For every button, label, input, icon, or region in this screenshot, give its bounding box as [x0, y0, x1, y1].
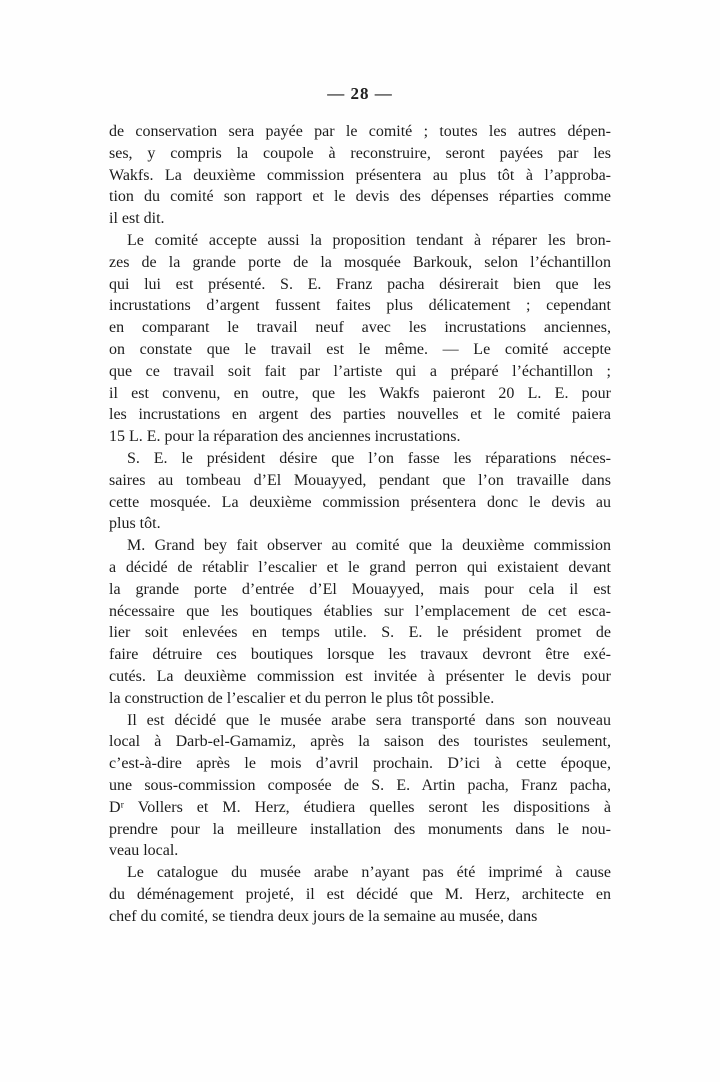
- text-line: nécessaire que les boutiques établies sur l’emplacement de cet esca-: [109, 602, 611, 620]
- text-line: S. E. le président désire que l’on fasse les réparations néces-: [127, 449, 611, 467]
- text-line: cette mosquée. La deuxième commission présentera donc le devis au: [109, 493, 611, 511]
- text-line: il est convenu, en outre, que les Wakfs paieront 20 L. E. pour: [109, 384, 611, 402]
- text-line: cutés. La deuxième commission est invitée à présenter le devis pour: [109, 667, 611, 685]
- text-line: Dʳ Vollers et M. Herz, étudiera quelles seront les dispositions à: [109, 798, 611, 816]
- text-line: lier soit enlevées en temps utile. S. E. le président promet de: [109, 624, 611, 642]
- text-line: que ce travail soit fait par l’artiste qui a préparé l’échantillon ;: [109, 362, 611, 380]
- text-line: une sous-commission composée de S. E. Artin pacha, Franz pacha,: [109, 776, 611, 794]
- text-line: la construction de l’escalier et du perron le plus tôt possible.: [109, 689, 495, 707]
- text-line: la grande porte d’entrée d’El Mouayyed, mais pour cela il est: [109, 580, 611, 598]
- text-line: saires au tombeau d’El Mouayyed, pendant que l’on travaille dans: [109, 471, 611, 489]
- page-number: — 28 —: [327, 84, 393, 103]
- text-line: tion du comité son rapport et le devis des dépenses réparties comme: [109, 188, 611, 206]
- text-line: plus tôt.: [109, 515, 161, 533]
- text-line: du déménagement projeté, il est décidé que M. Herz, architecte en: [109, 885, 611, 903]
- text-line: Le catalogue du musée arabe n’ayant pas été imprimé à cause: [127, 864, 611, 882]
- page-text: [109, 121, 611, 927]
- text-line: faire détruire ces boutiques lorsque les travaux devront être exé-: [109, 646, 611, 664]
- text-line: ses, y compris la coupole à reconstruire, seront payées par les: [109, 144, 611, 162]
- text-line: veau local.: [109, 842, 179, 860]
- text-line: c’est-à-dire après le mois d’avril prochain. D’ici à cette époque,: [109, 755, 611, 773]
- text-line: local à Darb-el-Gamamiz, après la saison des touristes seulement,: [109, 733, 611, 751]
- text-line: zes de la grande porte de la mosquée Barkouk, selon l’échantillon: [109, 253, 611, 271]
- text-line: Il est décidé que le musée arabe sera transporté dans son nouveau: [127, 711, 611, 729]
- paragraph: [109, 121, 611, 230]
- text-line: Wakfs. La deuxième commission présentera au plus tôt à l’approba-: [109, 166, 611, 184]
- text-line: Le comité accepte aussi la proposition tendant à réparer les bron-: [127, 231, 611, 249]
- paragraph: [109, 448, 611, 535]
- text-line: chef du comité, se tiendra deux jours de la semaine au musée, dans: [109, 907, 538, 925]
- text-line: en comparant le travail neuf avec les incrustations anciennes,: [109, 319, 611, 337]
- text-line: a décidé de rétablir l’escalier et le grand perron qui existaient devant: [109, 558, 611, 576]
- text-line: M. Grand bey fait observer au comité que la deuxième commission: [127, 537, 611, 555]
- text-line: incrustations d’argent fussent faites plus délicatement ; cependant: [109, 297, 611, 315]
- text-line: 15 L. E. pour la réparation des anciennes incrustations.: [109, 428, 461, 446]
- text-line: on constate que le travail est le même. — Le comité accepte: [109, 340, 611, 358]
- paragraph: [109, 862, 611, 927]
- paragraph: [109, 535, 611, 709]
- text-line: prendre pour la meilleure installation des monuments dans le nou-: [109, 820, 611, 838]
- text-line: il est dit.: [109, 210, 165, 228]
- paragraph: [109, 230, 611, 448]
- paragraph: [109, 710, 611, 863]
- text-line: de conservation sera payée par le comité ; toutes les autres dépen-: [109, 123, 611, 140]
- text-line: les incrustations en argent des parties nouvelles et le comité paiera: [109, 406, 611, 424]
- text-line: qui lui est présenté. S. E. Franz pacha désirerait bien que les: [109, 275, 611, 293]
